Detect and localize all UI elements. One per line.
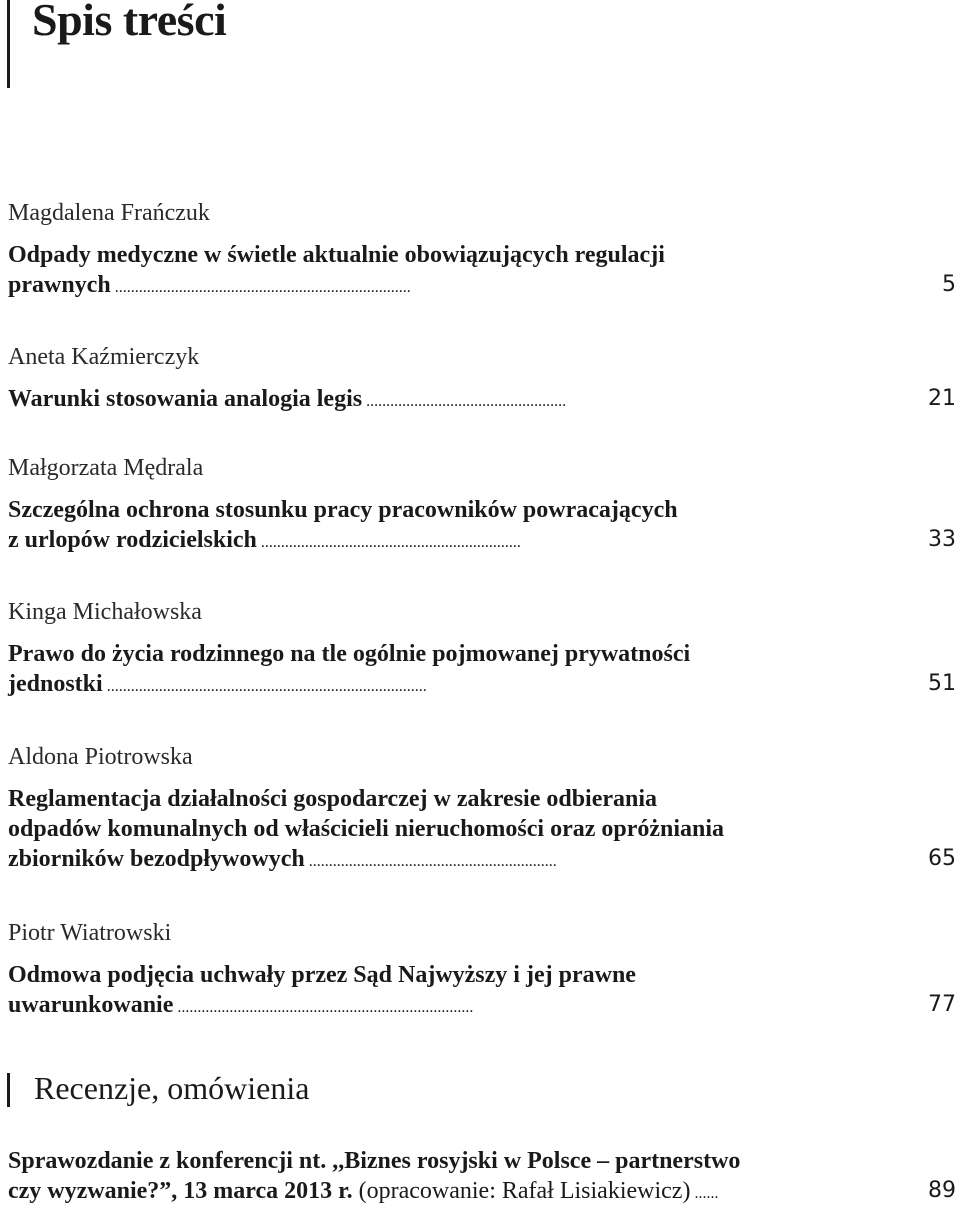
- leader-dots: ......: [690, 1185, 719, 1202]
- entry-title-line: Szczególna ochrona stosunku pracy pracowników powracających: [8, 497, 678, 523]
- entry-page-number: 33: [928, 527, 956, 552]
- entry-author: Aldona Piotrowska: [8, 744, 193, 770]
- entry-title-line: Prawo do życia rodzinnego na tle ogólnie pojmowanej prywatności: [8, 641, 691, 667]
- entry-title-end: zbiorników bezodpływowych: [8, 846, 305, 872]
- toc-entry[interactable]: [8, 453, 958, 555]
- entry-editor-note: (opracowanie: Rafał Lisiakiewicz): [352, 1178, 691, 1204]
- entry-page-number: 21: [928, 386, 956, 411]
- entry-page-number: 5: [942, 272, 956, 297]
- entry-title-last-line: [8, 1176, 958, 1206]
- page-title: Spis treści: [32, 0, 227, 45]
- title-accent-bar: [7, 0, 10, 88]
- entry-title-end: jednostki: [8, 671, 103, 697]
- entry-title-line: Sprawozdanie z konferencji nt. ,,Biznes rosyjski w Polsce – partnerstwo: [8, 1148, 741, 1174]
- leader-dots: ..........................................................................: [173, 999, 474, 1016]
- entry-title-end: Warunki stosowania analogia legis: [8, 386, 363, 412]
- toc-entry[interactable]: [8, 1146, 958, 1206]
- leader-dots: ..................................................: [362, 393, 567, 410]
- entry-author: Magdalena Frańczuk: [8, 200, 210, 226]
- entry-author: Małgorzata Mędrala: [8, 455, 204, 481]
- entry-title-end: z urlopów rodzicielskich: [8, 527, 257, 553]
- entry-title-line: Reglamentacja działalności gospodarczej w zakresie odbierania: [8, 786, 658, 812]
- toc-entry[interactable]: [8, 342, 958, 414]
- entry-author: Piotr Wiatrowski: [8, 920, 172, 946]
- entry-page-number: 77: [928, 992, 956, 1017]
- toc-entry[interactable]: [8, 597, 958, 699]
- leader-dots: ................................................................................: [102, 678, 427, 695]
- toc-entry[interactable]: [8, 742, 958, 874]
- leader-dots: ..............................................................: [304, 853, 557, 870]
- leader-dots: ..........................................................................: [110, 279, 411, 296]
- entry-title-last-line: [8, 669, 958, 699]
- toc-entry[interactable]: [8, 198, 958, 300]
- entry-title-line: Odmowa podjęcia uchwały przez Sąd Najwyższy i jej prawne: [8, 962, 636, 988]
- toc-entry[interactable]: [8, 918, 958, 1020]
- section-accent-bar: [7, 1073, 10, 1107]
- entry-title-end: czy wyzwanie?”, 13 marca 2013 r.: [8, 1178, 353, 1204]
- entry-title-last-line: [8, 844, 958, 874]
- entry-author: Kinga Michałowska: [8, 599, 202, 625]
- entry-title-end: prawnych: [8, 272, 111, 298]
- leader-dots: .................................................................: [256, 534, 521, 551]
- entry-page-number: 65: [928, 846, 956, 871]
- entry-page-number: 51: [928, 671, 956, 696]
- entry-title-last-line: [8, 270, 958, 300]
- entry-title-last-line: [8, 990, 958, 1020]
- entry-title-last-line: [8, 384, 958, 414]
- section-heading: Recenzje, omówienia: [34, 1070, 310, 1106]
- entry-title-line: odpadów komunalnych od właścicieli nieruchomości oraz opróżniania: [8, 816, 725, 842]
- entry-title-last-line: [8, 525, 958, 555]
- entry-title-line: Odpady medyczne w świetle aktualnie obowiązujących regulacji: [8, 242, 665, 268]
- entry-page-number: 89: [928, 1178, 956, 1203]
- entry-title-end: uwarunkowanie: [8, 992, 174, 1018]
- entry-author: Aneta Kaźmierczyk: [8, 344, 200, 370]
